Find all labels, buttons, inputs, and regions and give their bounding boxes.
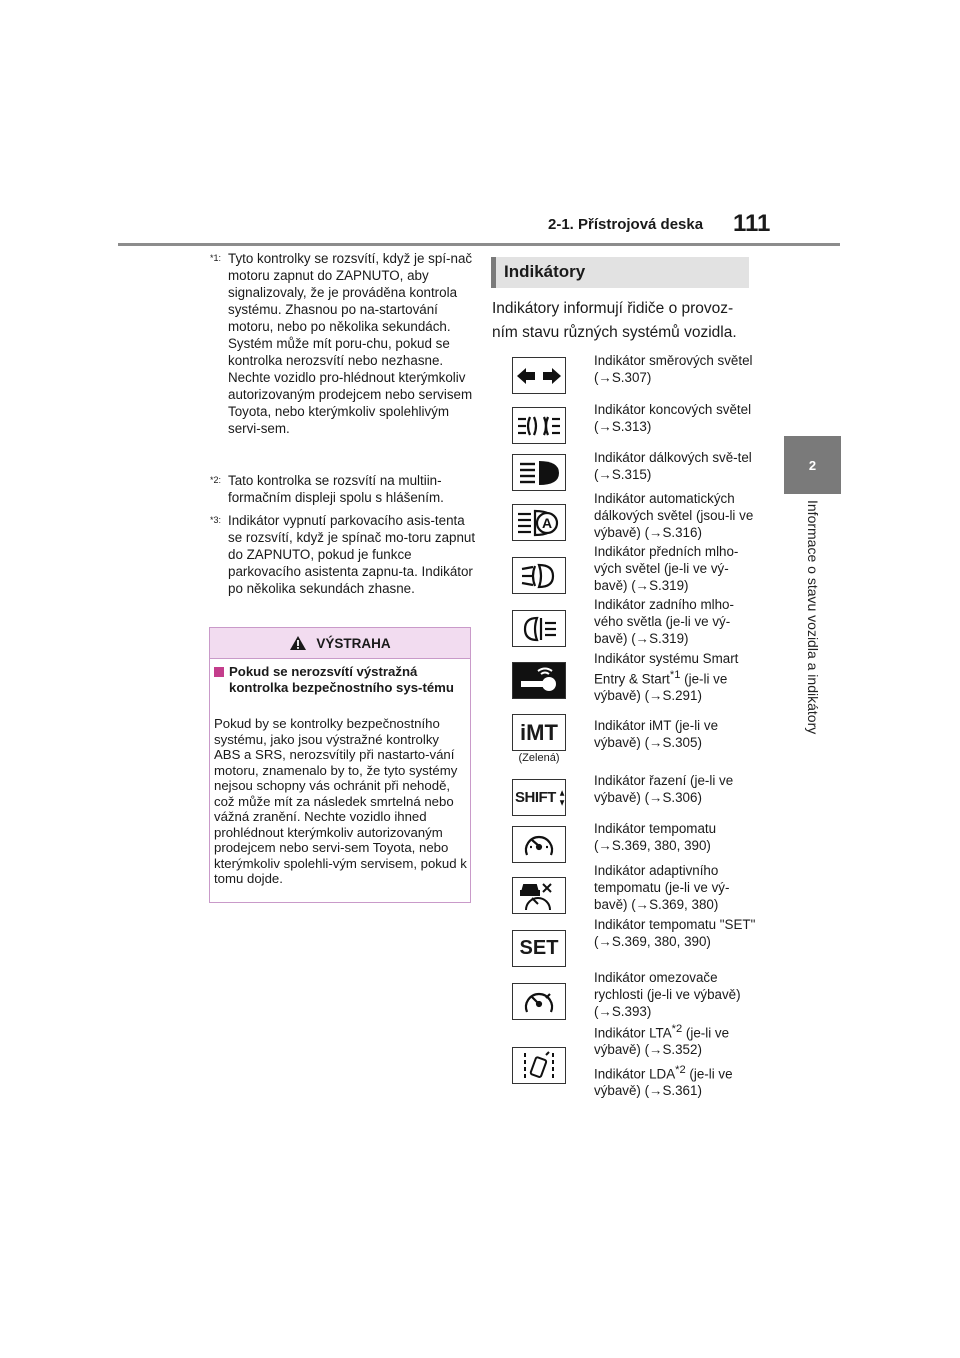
footnote-2: [210, 472, 478, 506]
set-icon: SET: [512, 930, 566, 967]
footnote-ref: *1: [669, 669, 681, 681]
speed-limiter-icon: [512, 983, 566, 1020]
indicator-text: Indikátor omezovače rychlosti (je-li ve výbavě) (→S.393): [594, 970, 741, 1019]
indicators-heading-label: Indikátory: [504, 262, 586, 281]
indicator-text: Indikátor automatických dálkových světel (jsou-li ve výbavě) (→S.316): [594, 491, 754, 540]
indicator-text: Indikátor zadního mlho-vého světla (je-li ve vý-bavě) (→S.319): [594, 597, 734, 646]
imt-icon: iMT: [512, 714, 566, 751]
indicator-text: Indikátor adaptivního tempomatu (je-li ve vý-bavě) (→S.369, 380): [594, 863, 730, 912]
smart-entry-icon: [512, 662, 566, 699]
indicator-text: Indikátor iMT (je-li ve výbavě) (→S.305): [594, 718, 719, 750]
lta-lda-icon: [512, 1047, 566, 1084]
page-number: 111: [733, 210, 771, 237]
indicator-text-lda: Indikátor LDA$^{*2}$ (je-li ve výbavě) (→S.361): [594, 1064, 733, 1099]
warning-subtitle: Pokud se nerozsvítí výstražná kontrolka bezpečnostního sys-tému: [214, 664, 464, 695]
indicator-text: Indikátor dálkových svě-tel (→S.315): [594, 450, 752, 482]
indicator-text: Indikátor řazení (je-li ve výbavě) (→S.306): [594, 773, 734, 805]
indicator-text: Indikátor tempomatu (→S.369, 380, 390): [594, 821, 717, 853]
warning-triangle-icon: [289, 635, 307, 651]
svg-text:A: A: [541, 514, 553, 531]
imt-caption: (Zelená): [518, 752, 560, 764]
tail-light-icon: [512, 407, 566, 444]
shift-arrows-icon: [559, 787, 565, 809]
chapter-side-label: [784, 500, 841, 770]
warning-title: VÝSTRAHA: [316, 635, 391, 651]
auto-high-beam-icon: [512, 504, 566, 541]
indicator-text: Indikátor směrových světel (→S.307): [594, 353, 753, 385]
warning-header: [210, 628, 470, 658]
footnote-ref: *2: [675, 1064, 686, 1076]
turn-signal-icon: [512, 357, 566, 394]
footnote-text: Indikátor vypnutí parkovacího asis-tenta se rozsvítí, když je spínač mo-toru zapnut do ZAPNUTO, pokud je funkce parkovacího asistenta zapnu-ta. Indikátor po několika sekundách zhasne.: [228, 513, 476, 596]
heading-accent-bar: [491, 257, 496, 288]
warning-divider: [210, 658, 470, 659]
warning-box: [209, 627, 471, 903]
footnote-ref: *2: [671, 1023, 683, 1035]
indicator-text: Indikátor koncových světel (→S.313): [594, 402, 752, 434]
footnote-text: Tato kontrolka se rozsvítí na multiin-formačním displeji spolu s hlášením.: [228, 473, 444, 505]
footnote-1: [210, 250, 478, 437]
header-rule: [118, 243, 840, 246]
rear-fog-light-icon: [512, 610, 566, 647]
indicator-text: Indikátor tempomatu "SET" (→S.369, 380, 390): [594, 917, 756, 949]
adaptive-cruise-icon: [512, 877, 566, 914]
indicators-intro: Indikátory informují řidiče o provoz-ním stavu různých systémů vozidla.: [492, 300, 737, 341]
front-fog-light-icon: [512, 557, 566, 594]
indicator-text-lta: Indikátor LTA$^{*2}$ (je-li ve výbavě) (→S.352): [594, 1023, 730, 1058]
high-beam-icon: [512, 454, 566, 491]
chapter-side-text: Informace o stavu vozidla a indikátory: [804, 500, 821, 735]
section-title: 2-1. Přístrojová deska: [548, 216, 704, 233]
shift-icon: SHIFT: [512, 779, 566, 816]
indicator-text: Indikátor předních mlho-vých světel (je-li ve vý-bavě) (→S.319): [594, 544, 739, 593]
indicators-heading: [491, 257, 749, 288]
chapter-tab: 2: [784, 436, 841, 494]
footnote-marker: *2:: [210, 475, 222, 485]
warning-bullet-icon: [214, 667, 224, 677]
footnote-marker: *3:: [210, 515, 222, 525]
indicator-text: Indikátor systému Smart Entry & Start$^{*1}$ (je-li ve výbavě) (→S.291): [594, 651, 739, 704]
footnote-3: [210, 512, 478, 597]
footnote-marker: *1:: [210, 253, 222, 263]
warning-body: Pokud by se kontrolky bezpečnostního systému, jako jsou výstražné kontrolky ABS a SRS, nerozsvítily při nastarto-vání motoru, znamenalo by to, že tyto systémy nejsou schopny vás ochránit při nehodě, což může mít za následek smrtelná nebo vážná zranění. Nechte vozidlo ihned prohlédnout kterýmkoliv autorizovaným prodejcem nebo servi-sem Toyota, nebo kterýmkoliv spolehli-vým servisem, pokud k tomu dojde.: [214, 716, 467, 886]
cruise-control-icon: [512, 826, 566, 863]
footnote-text: Tyto kontrolky se rozsvítí, když je spí-nač motoru zapnut do ZAPNUTO, aby signalizovaly, že je prováděna kontrola systému. Zhasnou po na-startování motoru, nebo po několika sekundách. Systém může mít poru-chu, pokud se kontrolka nerozsvítí nebo nezhasne. Nechte vozidlo pro-hlédnout kterýmkoliv autorizovaným prodejcem nebo servisem Toyota, nebo kterýmkoliv spolehlivým servi-sem.: [228, 251, 473, 436]
